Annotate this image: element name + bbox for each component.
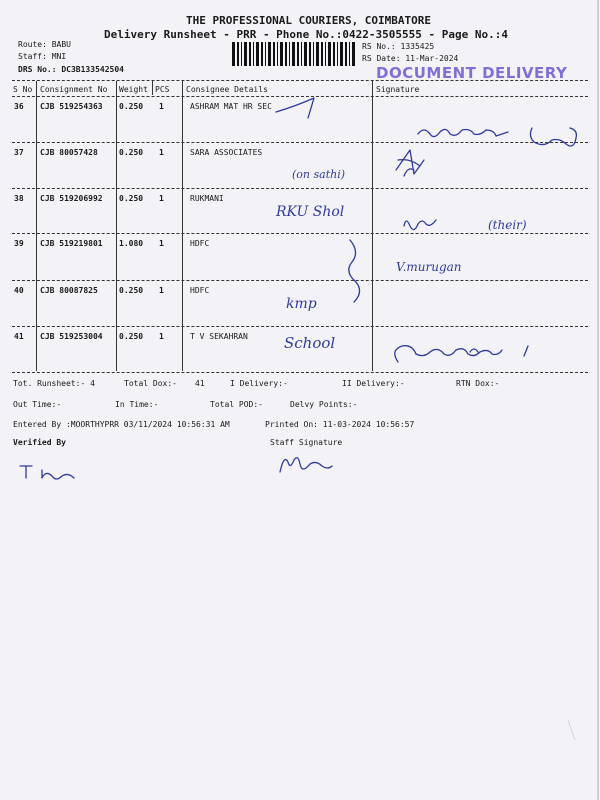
row-41-weight: 0.250 — [119, 332, 144, 341]
row-41-consignment: CJB 519253004 — [40, 332, 103, 341]
row-40-sno: 40 — [14, 286, 24, 295]
row-36-weight: 0.250 — [119, 102, 144, 111]
row-38-consignee: RUKMANI — [190, 194, 224, 203]
total-pod: Total POD:- — [210, 400, 263, 409]
row-38-handwritten-note: RKU Shol — [276, 204, 345, 220]
row-41-consignee: T V SEKAHRAN — [190, 332, 248, 341]
row-37-consignment: CJB 80057428 — [40, 148, 98, 157]
delvy-points: Delvy Points:- — [290, 400, 358, 409]
col-consignment: Consignment No — [40, 85, 108, 94]
row-36-consignee: ASHRAM MAT HR SEC — [190, 102, 272, 111]
drs-number: DRS No.: DC3B133542504 — [18, 65, 124, 74]
row-40-weight: 0.250 — [119, 286, 144, 295]
verified-by-label: Verified By — [13, 438, 66, 447]
staff-label: Staff: MNI — [18, 52, 67, 61]
row-40-pcs: 1 — [159, 286, 164, 295]
row-41-pcs: 1 — [159, 332, 164, 341]
row-36-pcs: 1 — [159, 102, 164, 111]
row-38-consignment: CJB 519206992 — [40, 194, 103, 203]
rs-number: RS No.: 1335425 — [362, 42, 435, 51]
row-38-handwritten-mark: (their) — [488, 218, 527, 232]
row-39-consignment: CJB 519219801 — [40, 239, 103, 248]
row-37-handwritten-note: (on sathi) — [292, 168, 346, 181]
row-39-pcs: 1 — [159, 239, 164, 248]
total-dox-label: Total Dox:- — [124, 379, 177, 388]
route-label: Route: BABU — [18, 40, 71, 49]
col-pcs: PCS — [155, 85, 170, 94]
runsheet-subtitle: Delivery Runsheet - PRR - Phone No.:0422-3505555 - Page No.:4 — [104, 28, 508, 41]
total-dox-value: 41 — [195, 379, 205, 388]
row-41-handwritten-note: School — [284, 334, 336, 352]
row-37-sno: 37 — [14, 148, 24, 157]
col-sno: S No — [13, 85, 33, 94]
col-weight: Weight — [119, 85, 148, 94]
tot-runsheet: Tot. Runsheet:- 4 — [13, 379, 95, 388]
staff-signature-label: Staff Signature — [270, 438, 343, 447]
document-delivery-stamp: DOCUMENT DELIVERY — [376, 64, 568, 82]
row-40-handwritten-note: kmp — [286, 296, 317, 312]
row-39-sno: 39 — [14, 239, 24, 248]
row-41-sno: 41 — [14, 332, 24, 341]
row-37-consignee: SARA ASSOCIATES — [190, 148, 263, 157]
row-40-consignee: HDFC — [190, 286, 210, 295]
row-39-consignee: HDFC — [190, 239, 210, 248]
row-37-pcs: 1 — [159, 148, 164, 157]
row-38-pcs: 1 — [159, 194, 164, 203]
row-36-sno: 36 — [14, 102, 24, 111]
row-40-consignment: CJB 80087825 — [40, 286, 98, 295]
row-38-sno: 38 — [14, 194, 24, 203]
i-delivery: I Delivery:- — [230, 379, 288, 388]
entered-by: Entered By :MOORTHYPRR 03/11/2024 10:56:31 AM — [13, 420, 230, 429]
rtn-dox: RTN Dox:- — [456, 379, 500, 388]
ii-delivery: II Delivery:- — [342, 379, 405, 388]
company-title: THE PROFESSIONAL COURIERS, COIMBATORE — [186, 14, 432, 27]
row-36-consignment: CJB 519254363 — [40, 102, 103, 111]
col-consignee: Consignee Details — [186, 85, 268, 94]
row-39-weight: 1.080 — [119, 239, 144, 248]
row-38-weight: 0.250 — [119, 194, 144, 203]
col-signature: Signature — [376, 85, 420, 94]
rs-date: RS Date: 11-Mar-2024 — [362, 54, 459, 63]
row-39-handwritten-signature: V.murugan — [396, 260, 462, 274]
row-37-weight: 0.250 — [119, 148, 144, 157]
printed-on: Printed On: 11-03-2024 10:56:57 — [265, 420, 415, 429]
out-time: Out Time:- — [13, 400, 62, 409]
in-time: In Time:- — [115, 400, 159, 409]
